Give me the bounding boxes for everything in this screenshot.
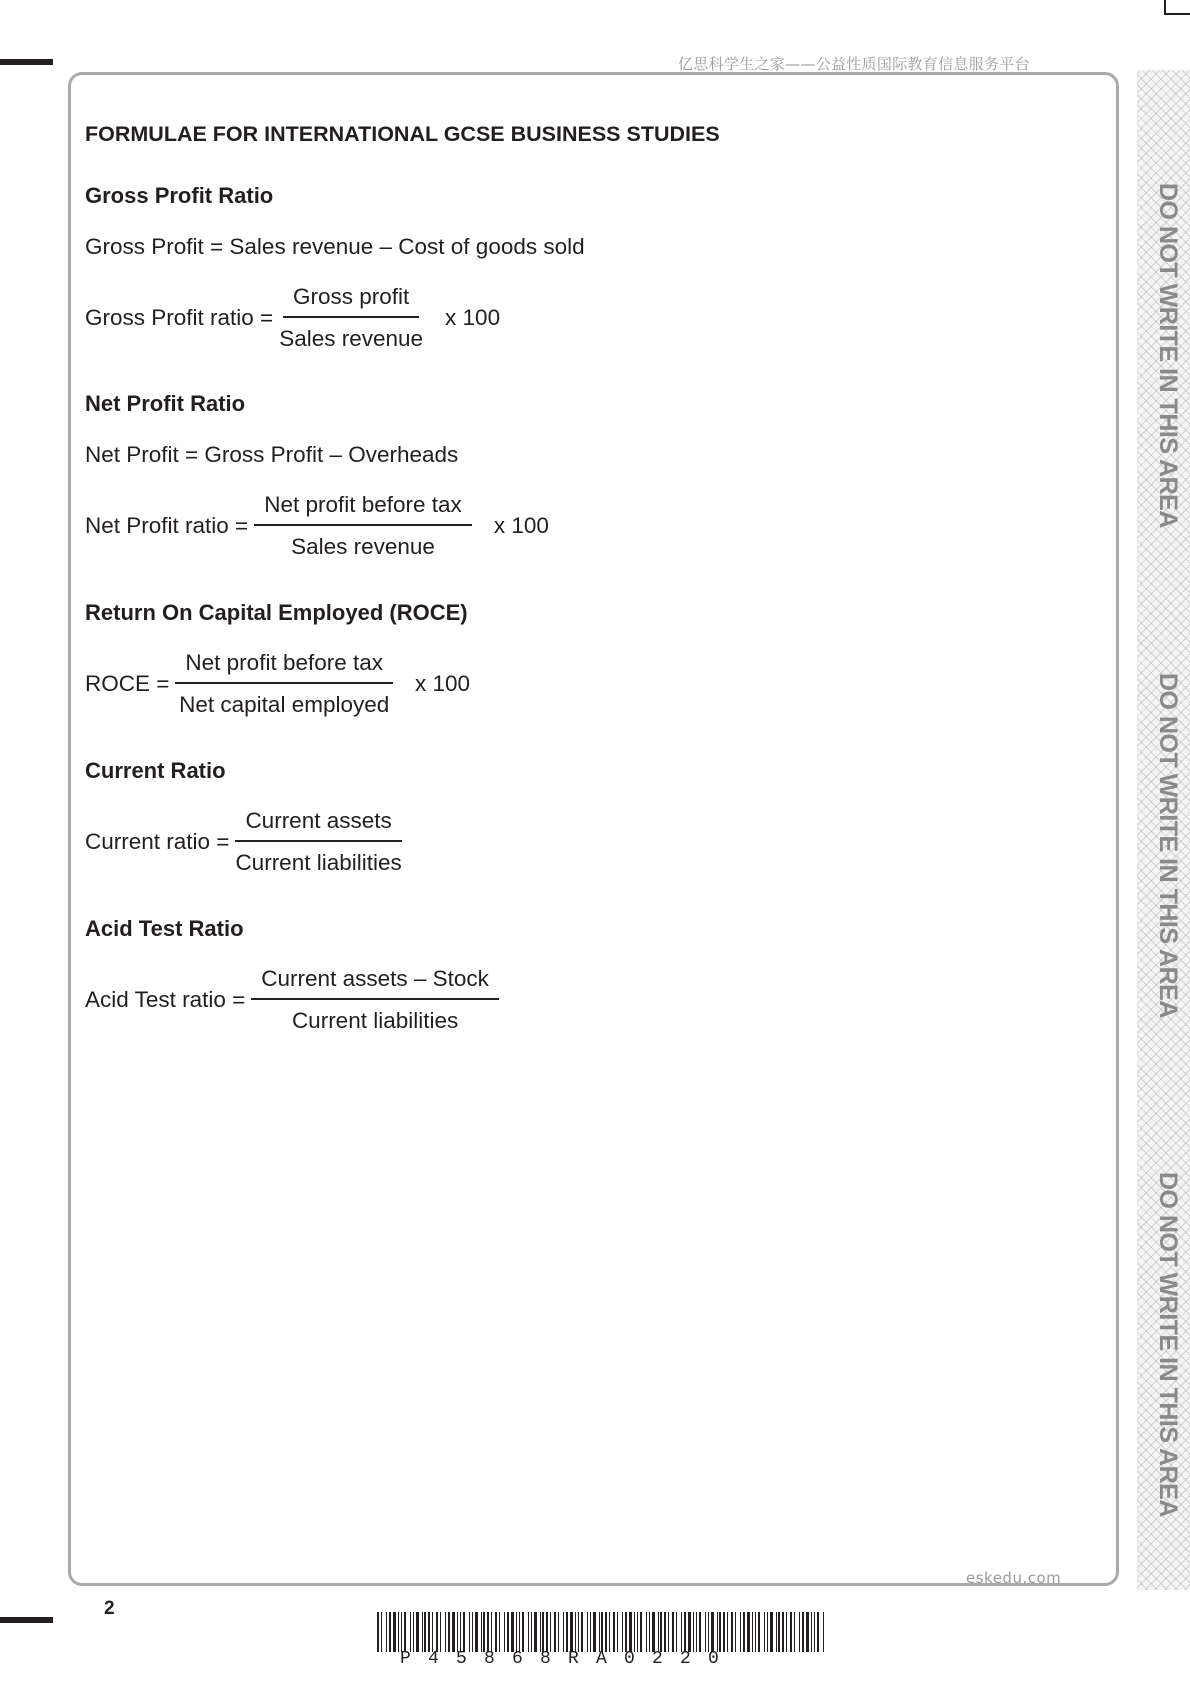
barcode-bar	[693, 1612, 694, 1652]
fraction	[175, 650, 393, 718]
barcode-bar	[613, 1612, 615, 1652]
barcode-bar	[410, 1612, 411, 1652]
barcode-text: P45868RA0220	[400, 1649, 737, 1669]
multiplier: x 100	[445, 305, 501, 330]
barcode-bar	[593, 1612, 596, 1652]
barcode-bar	[823, 1612, 824, 1652]
barcode-bar	[629, 1612, 632, 1652]
barcode-bar	[664, 1612, 666, 1652]
barcode-bar	[719, 1612, 721, 1652]
denominator: Sales revenue	[291, 534, 435, 559]
acid-test-heading: Acid Test Ratio	[85, 916, 244, 941]
barcode-bar	[534, 1612, 537, 1652]
barcode-bar	[499, 1612, 500, 1652]
barcode-bar	[609, 1612, 610, 1652]
barcode-bar	[676, 1612, 677, 1652]
formula-lhs: Acid Test ratio =	[85, 987, 246, 1012]
barcode-bar	[475, 1612, 478, 1652]
barcode-bar	[601, 1612, 603, 1652]
barcode-bar	[448, 1612, 450, 1652]
barcode-bar	[386, 1612, 387, 1652]
barcode-bar	[717, 1612, 718, 1652]
formula-lhs: Net Profit ratio =	[85, 513, 249, 538]
barcode-bar	[519, 1612, 520, 1652]
barcode-bar	[811, 1612, 812, 1652]
barcode-bar	[393, 1612, 396, 1652]
barcode-bar	[511, 1612, 514, 1652]
barcode-bar	[558, 1612, 559, 1652]
top-watermark: 亿思科学生之家——公益性质国际教育信息服务平台	[678, 55, 1030, 73]
barcode-bar	[658, 1612, 659, 1652]
barcode-bar	[794, 1612, 795, 1652]
barcode-bar	[672, 1612, 674, 1652]
site-watermark: eskedu.com	[966, 1569, 1062, 1587]
denominator: Current liabilities	[291, 1008, 459, 1033]
barcode-bar	[681, 1612, 682, 1652]
gross-profit-ratio-formula	[85, 284, 500, 352]
barcode-bar	[578, 1612, 579, 1652]
barcode-bar	[599, 1612, 600, 1652]
barcode-bar	[622, 1612, 623, 1652]
numerator: Net profit before tax	[254, 492, 472, 526]
barcode-bar	[684, 1612, 686, 1652]
barcode-bar	[381, 1612, 382, 1652]
barcode-bar	[463, 1612, 465, 1652]
barcode-bar	[752, 1612, 753, 1652]
barcode-bar	[457, 1612, 458, 1652]
multiplier: x 100	[493, 513, 549, 538]
barcode-bar	[570, 1612, 573, 1652]
barcode-bar	[413, 1612, 414, 1652]
barcode-bar	[422, 1612, 423, 1652]
barcode-bar	[575, 1612, 576, 1652]
numerator: Net profit before tax	[175, 650, 393, 684]
barcode-bar	[711, 1612, 714, 1652]
barcode-bar	[646, 1612, 647, 1652]
barcode-bar	[581, 1612, 583, 1652]
formula-lhs: Gross Profit ratio =	[85, 305, 274, 330]
net-profit-definition: Net Profit = Gross Profit – Overheads	[85, 442, 459, 467]
current-ratio-formula	[85, 808, 406, 876]
barcode-bar	[649, 1612, 650, 1652]
barcode-bar	[778, 1612, 780, 1652]
barcode-bar	[699, 1612, 701, 1652]
barcode-bar	[495, 1612, 497, 1652]
barcode-bar	[460, 1612, 461, 1652]
barcode-bar	[727, 1612, 728, 1652]
barcode-bar	[688, 1612, 691, 1652]
barcode-bar	[652, 1612, 655, 1652]
barcode-bar	[516, 1612, 517, 1652]
gross-profit-definition: Gross Profit = Sales revenue – Cost of goods sold	[85, 234, 585, 259]
barcode-bar	[401, 1612, 402, 1652]
barcode-bar	[445, 1612, 446, 1652]
barcode-bar	[735, 1612, 736, 1652]
barcode-bar	[432, 1612, 433, 1652]
barcode-bar	[705, 1612, 706, 1652]
barcode-bar	[404, 1612, 406, 1652]
numerator: Gross profit	[283, 284, 419, 318]
barcode-bar	[542, 1612, 544, 1652]
barcode-bar	[554, 1612, 556, 1652]
barcode-bar	[723, 1612, 725, 1652]
barcode-bar	[708, 1612, 709, 1652]
multiplier: x 100	[415, 671, 471, 696]
barcode-bar	[755, 1612, 756, 1652]
barcode-bar	[416, 1612, 419, 1652]
barcode-bar	[540, 1612, 541, 1652]
barcode-bar	[668, 1612, 669, 1652]
barcode-bar	[660, 1612, 662, 1652]
numerator: Current assets – Stock	[251, 966, 499, 1000]
acid-test-ratio-formula	[85, 966, 503, 1034]
barcode-bar	[528, 1612, 529, 1652]
barcode-bar	[770, 1612, 773, 1652]
barcode-bar	[481, 1612, 482, 1652]
barcode-bar	[590, 1612, 591, 1652]
barcode-bar	[767, 1612, 768, 1652]
net-profit-ratio-formula	[85, 492, 549, 560]
barcode-bar	[747, 1612, 750, 1652]
formula-lhs: Current ratio =	[85, 829, 230, 854]
roce-heading: Return On Capital Employed (ROCE)	[85, 600, 468, 625]
barcode-bar	[389, 1612, 391, 1652]
barcode-bar	[550, 1612, 551, 1652]
barcode-bar	[566, 1612, 568, 1652]
barcode-bar	[487, 1612, 489, 1652]
barcode-bar	[483, 1612, 485, 1652]
crop-mark-bottom-left	[0, 1617, 53, 1623]
barcode-bar	[546, 1612, 548, 1652]
barcode-bar	[436, 1612, 438, 1652]
barcode-bar	[758, 1612, 760, 1652]
barcode-bar	[587, 1612, 588, 1652]
fraction	[251, 966, 499, 1034]
barcode-bar	[452, 1612, 455, 1652]
barcode-bar	[522, 1612, 524, 1652]
net-profit-heading: Net Profit Ratio	[85, 391, 246, 416]
barcode-bar	[469, 1612, 470, 1652]
fraction	[279, 284, 423, 352]
barcode-bar	[531, 1612, 532, 1652]
side-notice-text: DO NOT WRITE IN THIS AREA	[1154, 673, 1182, 1018]
barcode-bar	[472, 1612, 473, 1652]
barcode-bar	[782, 1612, 784, 1652]
side-notice-text: DO NOT WRITE IN THIS AREA	[1154, 1172, 1182, 1517]
barcode-bar	[790, 1612, 792, 1652]
barcode-bar	[634, 1612, 635, 1652]
barcode-bar	[817, 1612, 819, 1652]
fraction	[235, 808, 401, 876]
numerator: Current assets	[235, 808, 401, 842]
fraction	[254, 492, 472, 560]
crop-mark-top-right-h	[1164, 13, 1190, 15]
barcode-bar	[504, 1612, 505, 1652]
barcode-bar	[640, 1612, 642, 1652]
denominator: Net capital employed	[179, 692, 390, 717]
barcode-bar	[799, 1612, 800, 1652]
current-ratio-heading: Current Ratio	[85, 758, 226, 783]
barcode-bar	[696, 1612, 697, 1652]
barcode-bar	[806, 1612, 809, 1652]
barcode-bar	[786, 1612, 787, 1652]
barcode-bar	[491, 1612, 492, 1652]
barcode-bar	[563, 1612, 564, 1652]
crop-mark-top-left	[0, 59, 53, 65]
denominator: Sales revenue	[279, 326, 424, 351]
barcode-bar	[440, 1612, 441, 1652]
barcode-bar	[740, 1612, 741, 1652]
page-number: 2	[104, 1598, 115, 1619]
barcode	[377, 1612, 827, 1652]
barcode-bar	[802, 1612, 804, 1652]
barcode-bar	[776, 1612, 777, 1652]
barcode-bar	[398, 1612, 399, 1652]
barcode-bar	[637, 1612, 638, 1652]
barcode-bar	[731, 1612, 733, 1652]
denominator: Current liabilities	[235, 850, 402, 875]
barcode-bar	[764, 1612, 765, 1652]
barcode-bar	[428, 1612, 430, 1652]
roce-formula	[85, 650, 470, 718]
barcode-bar	[605, 1612, 607, 1652]
barcode-bar	[617, 1612, 618, 1652]
gross-profit-heading: Gross Profit Ratio	[85, 183, 274, 208]
barcode-bar	[814, 1612, 815, 1652]
crop-mark-top-right-v	[1164, 0, 1166, 14]
barcode-bar	[424, 1612, 426, 1652]
barcode-bar	[507, 1612, 509, 1652]
barcode-bar	[743, 1612, 745, 1652]
barcode-bar	[625, 1612, 627, 1652]
page-title: FORMULAE FOR INTERNATIONAL GCSE BUSINESS STUDIES	[85, 122, 720, 146]
barcode-bar	[377, 1612, 379, 1652]
formula-lhs: ROCE =	[85, 671, 170, 696]
side-notice-text: DO NOT WRITE IN THIS AREA	[1154, 183, 1182, 528]
